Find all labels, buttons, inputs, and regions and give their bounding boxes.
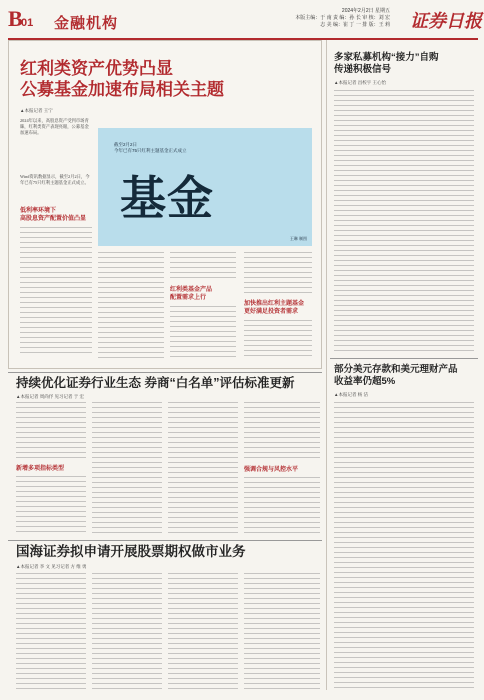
lead-paragraph-1: 2024年以来，高股息资产受到市场青睐，红利类资产表现亮眼，公募基金加速布局。 xyxy=(20,118,89,135)
editor-line: 本版主编：于 南 责 编：孙 长 审 核：刘 宏 志 美 编：崔 丁 一 排 版：王 莉 xyxy=(295,15,390,28)
bottom-headline[interactable]: 国海证券拟申请开展股票期权做市业务 xyxy=(16,544,246,559)
page-number: 01 xyxy=(21,17,34,29)
bottom-text-column-2 xyxy=(92,573,162,691)
right-bottom-headline[interactable]: 部分美元存款和美元理财产品 收益率仍超5% xyxy=(334,364,458,387)
right-top-body xyxy=(334,90,474,352)
mid-text-column-2 xyxy=(92,402,162,534)
lead-paragraph-2: Wind资讯数据显示，截至2月2日，今年已有75只红利主题基金正式成立。 xyxy=(20,174,90,185)
column-divider xyxy=(326,40,327,690)
mid-byline: ▲本报记者 周尚伃 见习记者 于 宏 xyxy=(16,394,84,399)
lead-graphic xyxy=(98,128,312,246)
mid-headline[interactable]: 持续优化证券行业生态 券商“白名单”评估标准更新 xyxy=(16,376,295,390)
bottom-top-rule xyxy=(8,540,322,541)
graphic-caption: 截至2月2日 今年已有75只红利主题基金正式成立 xyxy=(114,142,187,153)
mid-text-column-1a xyxy=(16,402,86,462)
mid-subhead-1: 强调合规与风控水平 xyxy=(244,467,299,473)
right-divider xyxy=(330,358,478,359)
mid-text-column-4a xyxy=(244,402,320,462)
lead-byline: ▲本报记者 王宁 xyxy=(20,108,53,113)
lead-subhead-3: 加快推出红利主题基金 更好满足投资者需求 xyxy=(244,301,305,315)
masthead-date xyxy=(292,8,390,29)
page-letter: B xyxy=(8,6,23,31)
mid-text-column-3 xyxy=(168,402,238,534)
lead-subhead-2: 红利类基金产品 配置需求上行 xyxy=(170,287,213,301)
right-bottom-body xyxy=(334,402,474,692)
right-bottom-byline: ▲本报记者 杨 洁 xyxy=(334,392,368,397)
lead-text-column-3b xyxy=(170,306,236,360)
bottom-byline: ▲本报记者 李 文 见习记者 方 维 勇 xyxy=(16,564,87,569)
bottom-text-column-4 xyxy=(244,573,320,691)
mid-text-column-4b xyxy=(244,477,320,534)
lead-text-column-3a xyxy=(170,252,236,282)
bottom-text-column-1 xyxy=(16,573,86,691)
lead-text-column-2 xyxy=(98,252,164,360)
bottom-text-column-3 xyxy=(168,573,238,691)
date-line: 2024年2月2日 星期五 xyxy=(341,8,390,14)
lead-text-column-4b xyxy=(244,320,312,360)
section-title: 金融机构 xyxy=(54,15,119,32)
lead-text-column-1 xyxy=(20,227,92,355)
lead-subhead-1: 低利率环境下 高股息资产配置价值凸显 xyxy=(20,208,87,222)
mid-text-column-1b xyxy=(16,476,86,534)
graphic-headline: 基金 xyxy=(120,172,214,224)
graphic-credit: 王琳 制图 xyxy=(289,236,307,241)
mid-subhead-2: 新增多项指标类型 xyxy=(16,466,65,472)
right-top-byline: ▲本报记者 昌校宇 王心怡 xyxy=(334,80,386,85)
mid-top-rule xyxy=(8,372,322,373)
newspaper-logo: 证券日报 xyxy=(410,11,482,31)
right-top-headline[interactable]: 多家私募机构“接力”自购 传递积极信号 xyxy=(334,52,439,75)
lead-headline[interactable]: 红利类资产优势凸显 公募基金加速布局相关主题 xyxy=(20,59,224,99)
lead-text-column-4a xyxy=(244,252,312,296)
